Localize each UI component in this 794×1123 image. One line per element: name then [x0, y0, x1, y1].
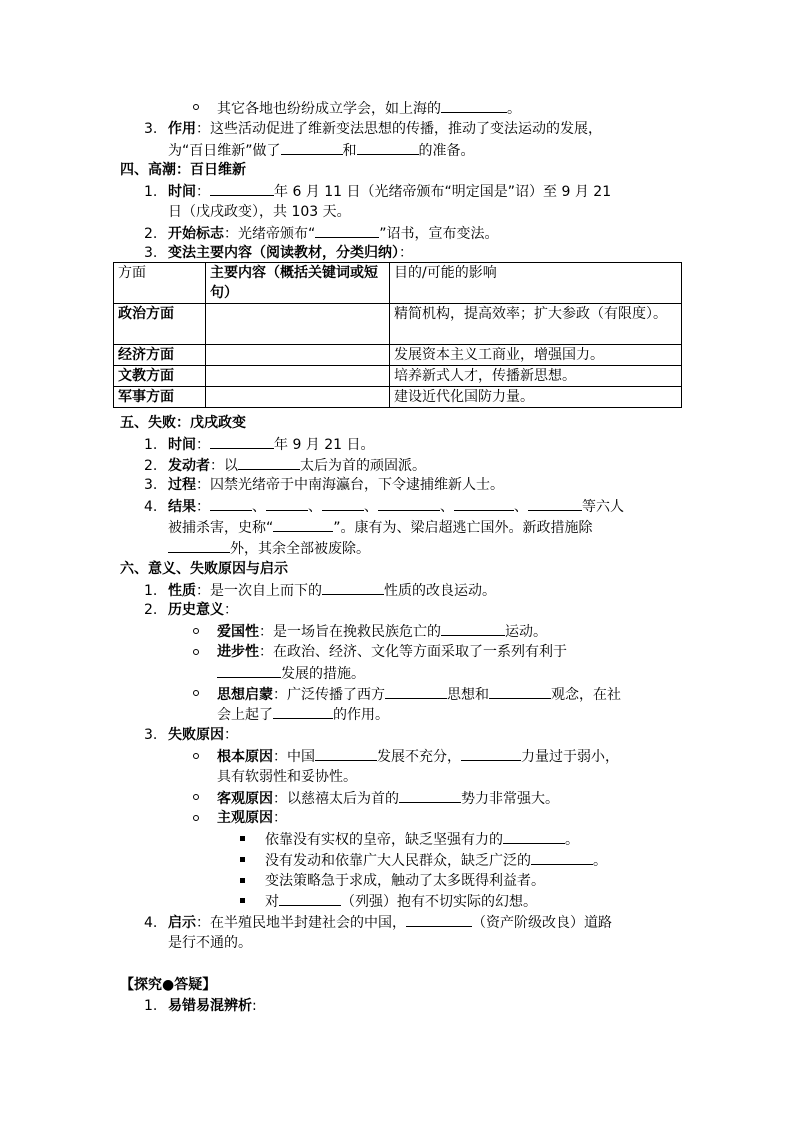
reform-content-table	[113, 262, 682, 408]
circle-bullet-icon	[193, 628, 199, 634]
answer-blank[interactable]	[461, 746, 521, 761]
square-bullet-icon	[240, 878, 245, 883]
s6-item-1-nature: 1. 性质：是一次自上而下的 性质的改良运动。	[144, 580, 496, 601]
answer-blank[interactable]	[238, 455, 300, 470]
answer-blank[interactable]	[322, 580, 384, 595]
answer-blank[interactable]	[503, 829, 565, 844]
s6-item-2-significance: 2. 历史意义：	[144, 602, 238, 618]
answer-blank[interactable]	[168, 538, 230, 553]
s5-item-4-cont2: 外，其余全部被废除。	[168, 538, 370, 559]
significance-enlightenment-cont: 会上起了 的作用。	[217, 704, 389, 725]
circle-bullet-icon	[193, 104, 199, 110]
answer-cell[interactable]	[206, 345, 390, 366]
square-bullet-icon	[240, 857, 245, 862]
answer-cell[interactable]	[206, 387, 390, 408]
significance-patriotic: 爱国性：是一场旨在挽救民族危亡的 运动。	[217, 621, 547, 642]
section-5-heading: 五、失败：戊戌政变	[120, 415, 246, 431]
reason-subjective: 主观原因：	[217, 810, 287, 826]
significance-progressive-cont: 发展的措施。	[217, 663, 365, 684]
s5-item-1-time: 1. 时间： 年 9 月 21 日。	[144, 434, 375, 455]
table-row: 军事方面 建设近代化国防力量。	[114, 387, 682, 408]
s6-item-3-reasons: 3. 失败原因：	[144, 727, 238, 743]
table-row: 政治方面 精简机构，提高效率；扩大参政（有限度）。	[114, 304, 682, 345]
significance-progressive: 进步性：在政治、经济、文化等方面采取了一系列有利于	[217, 644, 567, 660]
circle-bullet-icon	[193, 649, 199, 655]
answer-blank[interactable]	[406, 912, 472, 927]
answer-blank[interactable]	[273, 517, 333, 532]
answer-blank[interactable]	[315, 223, 379, 238]
table-header: 主要内容（概括关键词或短句）	[206, 263, 390, 304]
reason-fundamental: 根本原因：中国 发展不充分， 力量过于弱小，	[217, 746, 619, 767]
sub-item-other-societies: 其它各地也纷纷成立学会，如上海的 。	[217, 98, 521, 119]
answer-blank[interactable]	[273, 704, 333, 719]
reason-objective: 客观原因：以慈禧太后为首的 势力非常强大。	[217, 788, 559, 809]
item-3-effect-cont: 为“百日维新”做了 和 的准备。	[168, 140, 475, 161]
answer-blank[interactable]	[385, 684, 447, 699]
answer-blank[interactable]	[281, 140, 343, 155]
s6-item-4-lesson: 4. 启示：在半殖民地半封建社会的中国， （资产阶级改良）道路	[144, 912, 612, 933]
circle-bullet-icon	[193, 815, 199, 821]
answer-blank[interactable]	[489, 684, 551, 699]
reason-fundamental-cont: 具有软弱性和妥协性。	[217, 769, 357, 785]
subjective-reason-1: 依靠没有实权的皇帝，缺乏坚强有力的 。	[265, 829, 579, 850]
answer-blank[interactable]	[399, 788, 461, 803]
s4-item-1-cont: 日（戊戌政变），共 103 天。	[168, 204, 351, 220]
answer-blank[interactable]	[441, 621, 505, 636]
subjective-reason-3: 变法策略急于求成，触动了太多既得利益者。	[265, 873, 545, 889]
answer-blank[interactable]	[315, 746, 377, 761]
subjective-reason-4: 对 （列强）抱有不切实际的幻想。	[265, 891, 537, 912]
square-bullet-icon	[240, 898, 245, 903]
s5-item-4-cont: 被捕杀害，史称“ ”。康有为、梁启超逃亡国外。新政措施除	[168, 517, 593, 538]
table-header: 方面	[114, 263, 206, 304]
answer-blank[interactable]	[210, 496, 252, 511]
answer-blank[interactable]	[217, 663, 281, 678]
circle-bullet-icon	[193, 794, 199, 800]
subjective-reason-2: 没有发动和依靠广大人民群众，缺乏广泛的 。	[265, 850, 607, 871]
item-3-effect: 3. 作用：这些活动促进了维新变法思想的传播，推动了变法运动的发展，	[144, 121, 602, 137]
table-row: 文教方面 培养新式人才，传播新思想。	[114, 366, 682, 387]
circle-bullet-icon	[193, 753, 199, 759]
significance-enlightenment: 思想启蒙：广泛传播了西方 思想和 观念，在社	[217, 684, 621, 705]
answer-blank[interactable]	[279, 891, 341, 906]
table-header-row	[114, 263, 682, 304]
square-bullet-icon	[240, 836, 245, 841]
explore-item-1: 1. 易错易混辨析:	[144, 998, 257, 1014]
table-header: 目的/可能的影响	[390, 263, 682, 304]
answer-cell[interactable]	[206, 304, 390, 345]
answer-blank[interactable]	[210, 434, 274, 449]
answer-blank[interactable]	[322, 496, 364, 511]
s4-item-1-time: 1. 时间： 年 6 月 11 日（光绪帝颁布“明定国是”诏）至 9 月 21	[144, 181, 611, 202]
circle-bullet-icon	[193, 690, 199, 696]
explore-heading: 【探究●答疑】	[120, 977, 217, 993]
answer-blank[interactable]	[531, 850, 593, 865]
s5-item-4-result: 4. 结果： 、 、 、 、 、 等六人	[144, 496, 624, 517]
s4-item-3-content: 3. 变法主要内容（阅读教材，分类归纳）：	[144, 245, 413, 261]
answer-blank[interactable]	[454, 496, 514, 511]
s5-item-2-initiator: 2. 发动者：以 太后为首的顽固派。	[144, 455, 426, 476]
answer-blank[interactable]	[528, 496, 582, 511]
s5-item-3-process: 3. 过程：囚禁光绪帝于中南海瀛台，下令逮捕维新人士。	[144, 477, 504, 493]
s4-item-2-start: 2. 开始标志：光绪帝颁布“ ”诏书，宣布变法。	[144, 223, 499, 244]
answer-blank[interactable]	[441, 98, 507, 113]
answer-blank[interactable]	[378, 496, 440, 511]
answer-blank[interactable]	[357, 140, 419, 155]
section-6-heading: 六、意义、失败原因与启示	[120, 561, 288, 577]
answer-blank[interactable]	[210, 181, 274, 196]
section-4-heading: 四、高潮：百日维新	[120, 162, 246, 178]
answer-cell[interactable]	[206, 366, 390, 387]
s6-item-4-cont: 是行不通的。	[168, 935, 252, 951]
table-row: 经济方面 发展资本主义工商业，增强国力。	[114, 345, 682, 366]
answer-blank[interactable]	[266, 496, 308, 511]
